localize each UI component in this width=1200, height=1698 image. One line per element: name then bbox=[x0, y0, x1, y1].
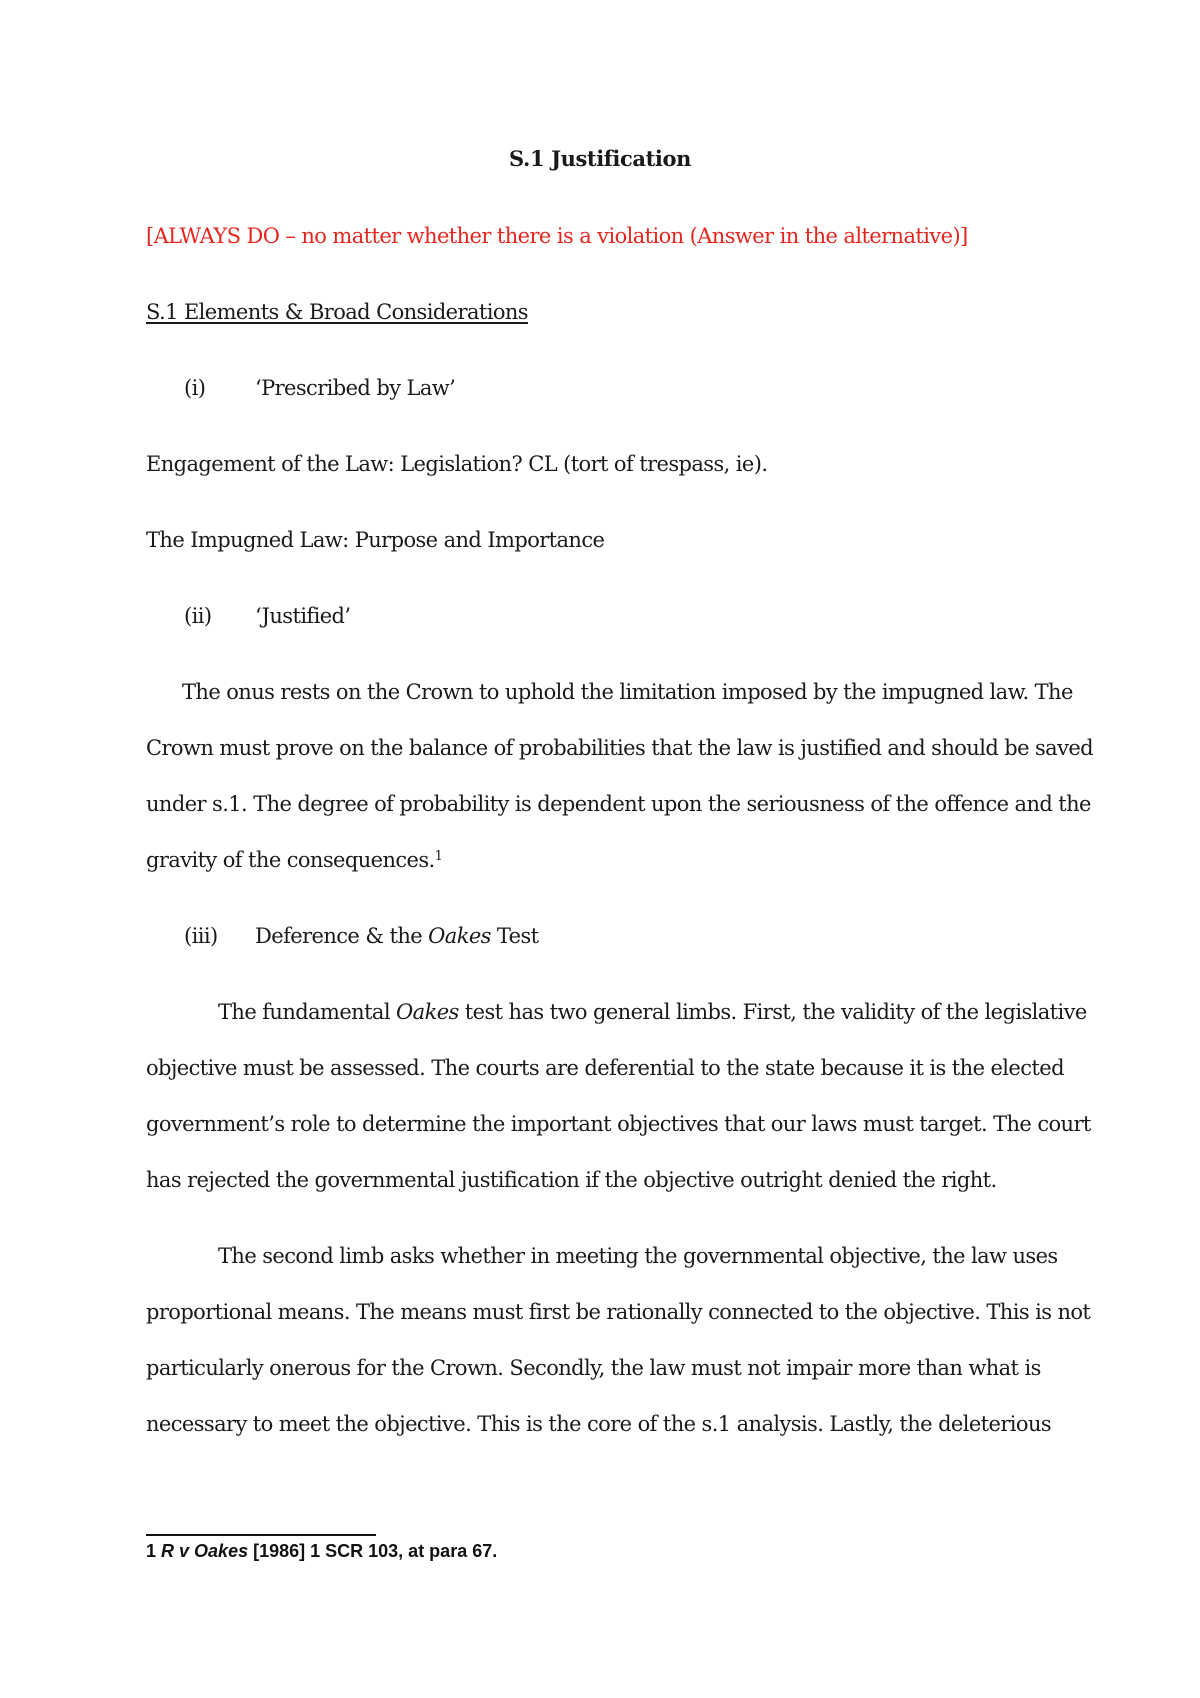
instruction-note: [ALWAYS DO – no matter whether there is a violation (Answer in the alternative)] bbox=[146, 224, 968, 248]
paragraph-line: The onus rests on the Crown to uphold the limitation imposed by the impugned law. The bbox=[182, 680, 1073, 704]
item-label: ‘Prescribed by Law’ bbox=[255, 376, 456, 400]
footnote-case-name: R v Oakes bbox=[161, 1541, 249, 1561]
paragraph-line: has rejected the governmental justification if the objective outright denied the right. bbox=[146, 1168, 997, 1192]
impugned-line: The Impugned Law: Purpose and Importance bbox=[146, 528, 605, 552]
footnote-citation: [1986] 1 SCR 103, at para 67. bbox=[248, 1541, 498, 1561]
item-label: ‘Justified’ bbox=[255, 604, 351, 628]
paragraph-line: The second limb asks whether in meeting the governmental objective, the law uses bbox=[218, 1244, 1058, 1268]
paragraph-line: proportional means. The means must first be rationally connected to the objective. This is not bbox=[146, 1300, 1091, 1324]
paragraph-line: necessary to meet the objective. This is the core of the s.1 analysis. Lastly, the deleterious bbox=[146, 1412, 1052, 1436]
footnote bbox=[146, 1541, 497, 1562]
footnote-number: 1 bbox=[146, 1541, 157, 1561]
page-title: S.1 Justification bbox=[509, 146, 691, 171]
paragraph-line: The fundamental Oakes test has two general limbs. First, the validity of the legislative bbox=[218, 1000, 1087, 1024]
footnote-separator bbox=[146, 1534, 376, 1536]
paragraph-line: government’s role to determine the important objectives that our laws must target. The court bbox=[146, 1112, 1091, 1136]
paragraph-line: objective must be assessed. The courts are deferential to the state because it is the elected bbox=[146, 1056, 1064, 1080]
engagement-line: Engagement of the Law: Legislation? CL (tort of trespass, ie). bbox=[146, 452, 768, 476]
item-number: (iii) bbox=[184, 924, 218, 948]
item-label: Deference & the Oakes Test bbox=[255, 924, 539, 948]
paragraph-line: gravity of the consequences.$^1$ bbox=[146, 848, 443, 872]
item-number: (i) bbox=[184, 376, 206, 400]
section-heading: S.1 Elements & Broad Considerations bbox=[146, 300, 528, 324]
paragraph-line: under s.1. The degree of probability is dependent upon the seriousness of the offence and the bbox=[146, 792, 1091, 816]
footnote-reference[interactable]: 1 bbox=[434, 849, 443, 864]
paragraph-line: particularly onerous for the Crown. Secondly, the law must not impair more than what is bbox=[146, 1356, 1041, 1380]
item-number: (ii) bbox=[184, 604, 212, 628]
paragraph-line: Crown must prove on the balance of probabilities that the law is justified and should be saved bbox=[146, 736, 1094, 760]
